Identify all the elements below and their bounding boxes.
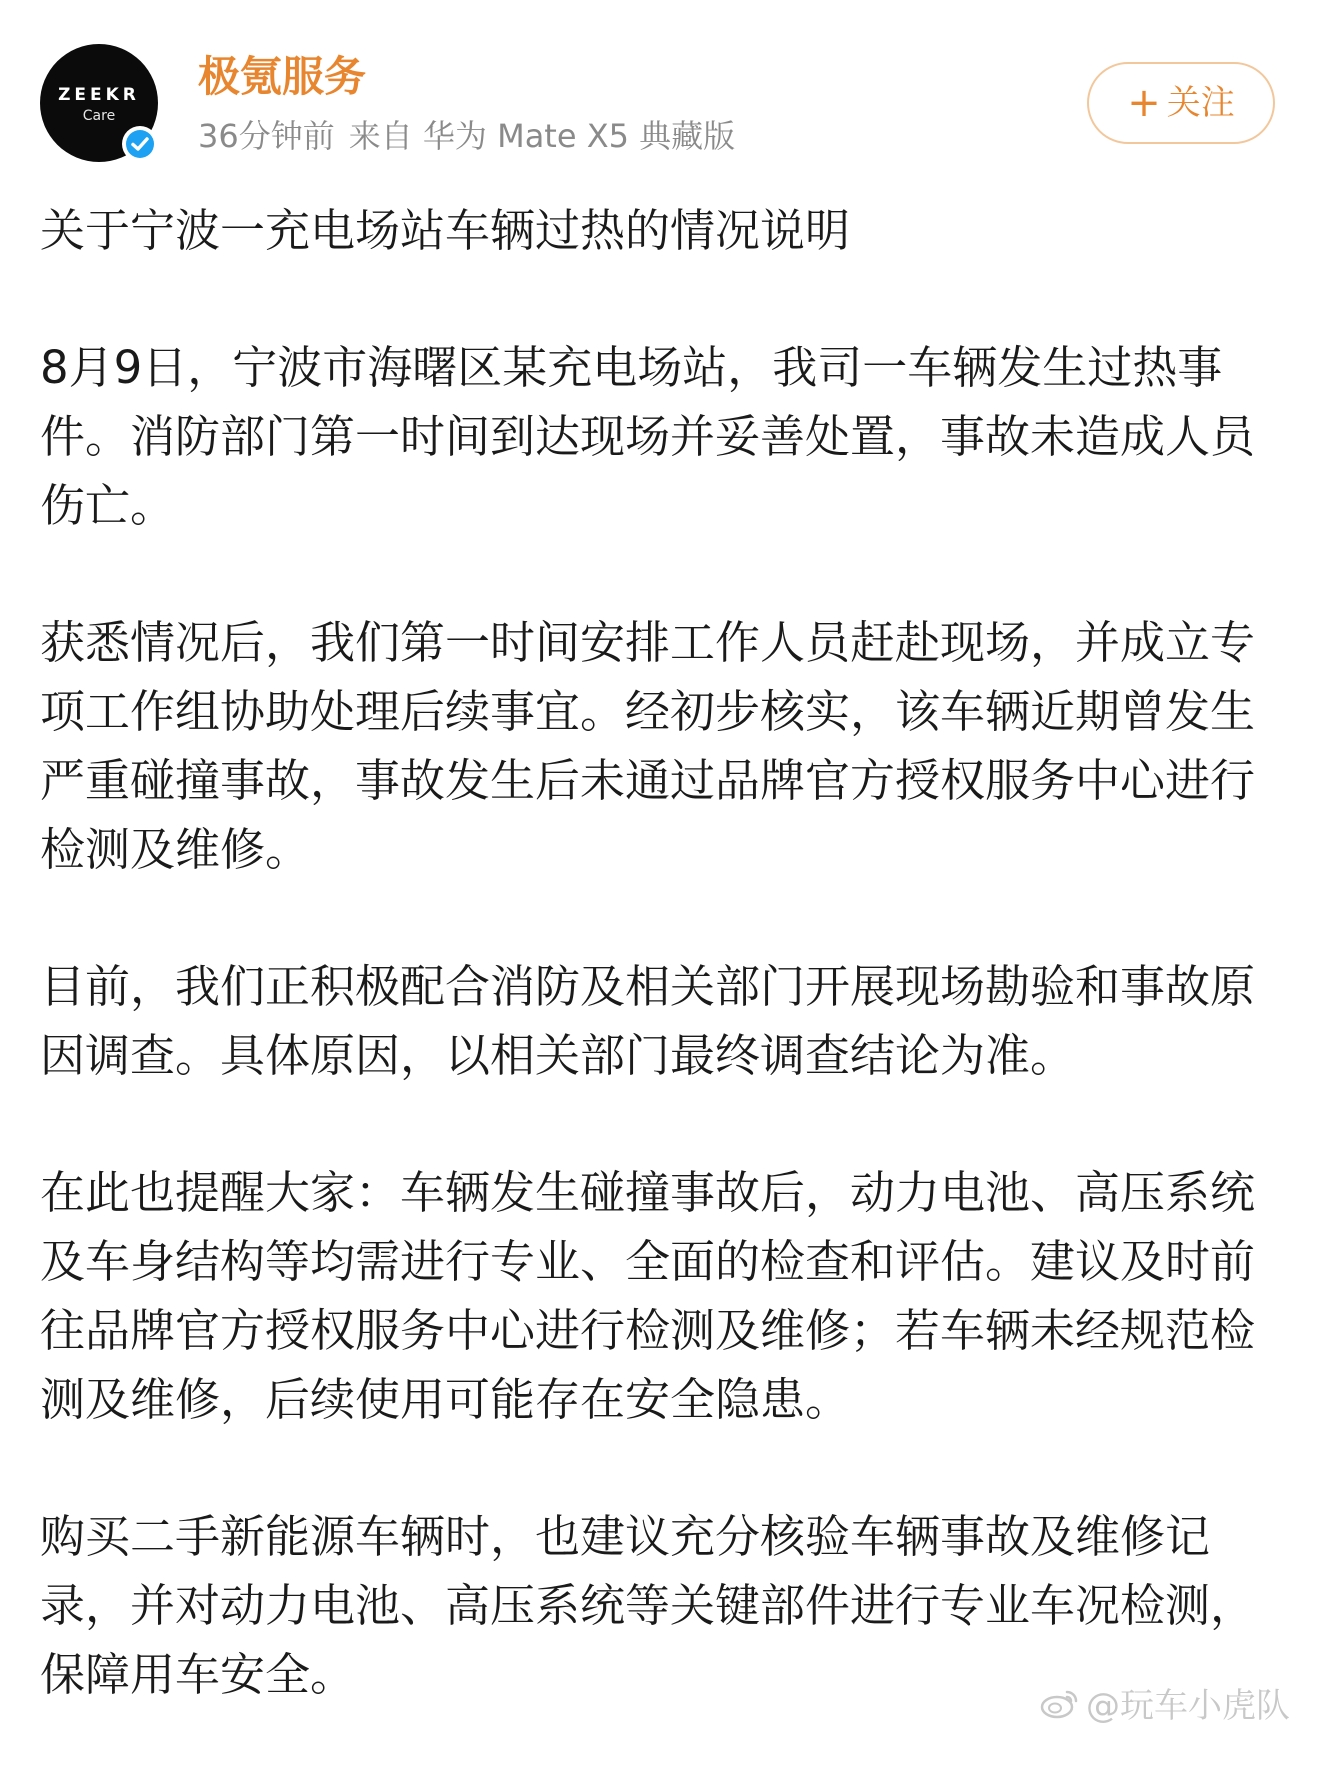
account-name[interactable]: 极氪服务 [198, 52, 367, 101]
post-header [40, 44, 1280, 162]
post-paragraph: 8月9日，宁波市海曙区某充电场站，我司一车辆发生过热事件。消防部门第一时间到达现场并妥善处置，事故未造成人员伤亡。 [40, 341, 1256, 532]
post-time: 36分钟前 [198, 117, 335, 155]
post-title: 关于宁波一充电场站车辆过热的情况说明 [40, 204, 851, 257]
post-content [40, 196, 1280, 1777]
follow-label: 关注 [1166, 83, 1235, 123]
avatar-brand-text: ZEEKR [58, 85, 140, 105]
post-meta [198, 116, 749, 156]
post-paragraph: 在此也提醒大家：车辆发生碰撞事故后，动力电池、高压系统及车身结构等均需进行专业、全面的检查和评估。建议及时前往品牌官方授权服务中心进行检测及维修；若车辆未经规范检测及维修，后续使用可能存在安全隐患。 [40, 1166, 1256, 1426]
avatar-sub-text: Care [82, 108, 116, 124]
follow-button[interactable] [1087, 62, 1275, 144]
verified-icon [122, 126, 158, 162]
weibo-icon [1040, 1687, 1080, 1728]
watermark-text: @玩车小虎队 [1086, 1686, 1290, 1726]
post-paragraph: 目前，我们正积极配合消防及相关部门开展现场勘验和事故原因调查。具体原因，以相关部门最终调查结论为准。 [40, 960, 1256, 1082]
watermark [1040, 1686, 1290, 1728]
post-paragraph: 获悉情况后，我们第一时间安排工作人员赶赴现场，并成立专项工作组协助处理后续事宜。经初步核实，该车辆近期曾发生严重碰撞事故，事故发生后未通过品牌官方授权服务中心进行检测及维修。 [40, 616, 1256, 876]
plus-icon: + [1127, 80, 1161, 126]
post-paragraph: 购买二手新能源车辆时，也建议充分核验车辆事故及维修记录，并对动力电池、高压系统等关键部件进行专业车况检测，保障用车安全。 [40, 1510, 1256, 1701]
post-source: 来自 华为 Mate X5 典藏版 [348, 117, 736, 155]
avatar[interactable] [40, 44, 158, 162]
